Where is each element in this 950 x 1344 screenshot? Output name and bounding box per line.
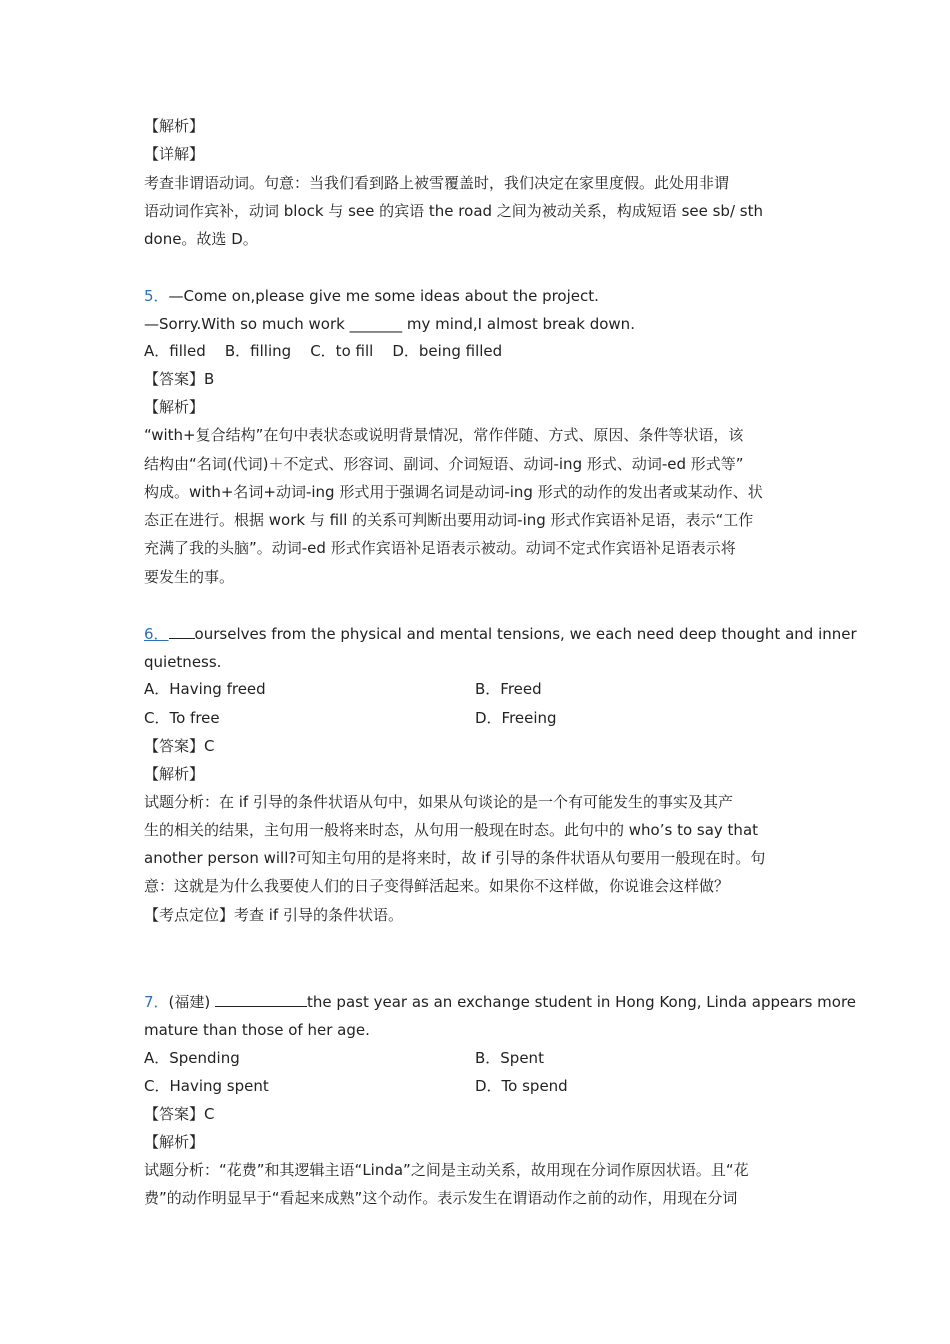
answer-blank [215,992,307,1007]
question-5-stem-line2 [144,314,635,334]
question-7-stem [144,992,856,1012]
answer-label: 【答案】B [144,370,215,388]
jiexi-label: 【解析】 [144,1133,205,1151]
question-source: (福建) [168,993,216,1011]
question-6-stem [144,624,857,644]
explanation-line: 生的相关的结果，主句用一般将来时态，从句用一般现在时态。此句中的 who’s to say that [144,821,759,839]
answer-label: 【答案】C [144,1105,215,1123]
answer-blank: _______ [349,315,403,333]
answer-label: 【答案】C [144,737,215,755]
question-number: 7． [144,993,169,1011]
explanation-line: “with+复合结构”在句中表状态或说明背景情况，常作伴随、方式、原因、条件等状语，该 [144,426,744,444]
question-number: 6． [144,625,169,643]
question-5-stem [144,286,599,306]
explanation-line: another person will?可知主句用的是将来时，故 if 引导的条件状语从句要用一般现在时。句 [144,849,766,867]
question-number: 5． [144,287,169,305]
jiexi-label: 【解析】 [144,117,205,135]
explanation-line: 费”的动作明显早于“看起来成熟”这个动作。表示发生在谓语动作之前的动作，用现在分词 [144,1189,738,1207]
explanation-line: 结构由“名词(代词)＋不定式、形容词、副词、介词短语、动词-ing 形式、动词-ed 形式等” [144,455,744,473]
question-text: my mind,I almost break down. [402,315,635,333]
explanation-line: 试题分析：在 if 引导的条件状语从句中，如果从句谈论的是一个有可能发生的事实及其产 [144,793,733,811]
explanation-line: 构成。with+名词+动词-ing 形式用于强调名词是动词-ing 形式的动作的发出者或某动作、状 [144,483,763,501]
jiexi-label: 【解析】 [144,765,205,783]
option-d: D．To spend [475,1077,568,1095]
question-text: the past year as an exchange student in Hong Kong, Linda appears more [307,993,857,1011]
explanation-line: 充满了我的头脑”。动词-ed 形式作宾语补足语表示被动。动词不定式作宾语补足语表示将 [144,539,736,557]
question-text: —Come on,please give me some ideas about the project. [168,287,599,305]
answer-blank [169,624,195,639]
option-a: A．Having freed [144,680,266,698]
option-d: D．Freeing [475,709,557,727]
explanation-line: 试题分析：“花费”和其逻辑主语“Linda”之间是主动关系，故用现在分词作原因状语。且“花 [144,1161,749,1179]
explanation-line: done。故选 D。 [144,230,258,248]
question-5-options: A．filled B．filling C．to fill D．being filled [144,342,503,360]
xiangjie-label: 【详解】 [144,145,205,163]
question-text: quietness. [144,653,222,671]
jiexi-label: 【解析】 [144,398,205,416]
question-text: —Sorry.With so much work [144,315,350,333]
option-a: A．Spending [144,1049,240,1067]
question-text: mature than those of her age. [144,1021,370,1039]
explanation-line: 考查非谓语动词。句意：当我们看到路上被雪覆盖时，我们决定在家里度假。此处用非谓 [144,174,730,192]
option-c: C．To free [144,709,220,727]
explanation-line: 语动词作宾补，动词 block 与 see 的宾语 the road 之间为被动关系，构成短语 see sb/ sth [144,202,763,220]
explanation-line: 要发生的事。 [144,568,235,586]
option-b: B．Spent [475,1049,544,1067]
option-b: B．Freed [475,680,542,698]
kaodian-line: 【考点定位】考查 if 引导的条件状语。 [144,906,403,924]
explanation-line: 意：这就是为什么我要使人们的日子变得鲜活起来。如果你不这样做，你说谁会这样做？ [144,877,730,895]
option-c: C．Having spent [144,1077,269,1095]
explanation-line: 态正在进行。根据 work 与 fill 的关系可判断出要用动词-ing 形式作宾语补足语，表示“工作 [144,511,754,529]
question-text: ourselves from the physical and mental tensions, we each need deep thought and inner [194,625,857,643]
